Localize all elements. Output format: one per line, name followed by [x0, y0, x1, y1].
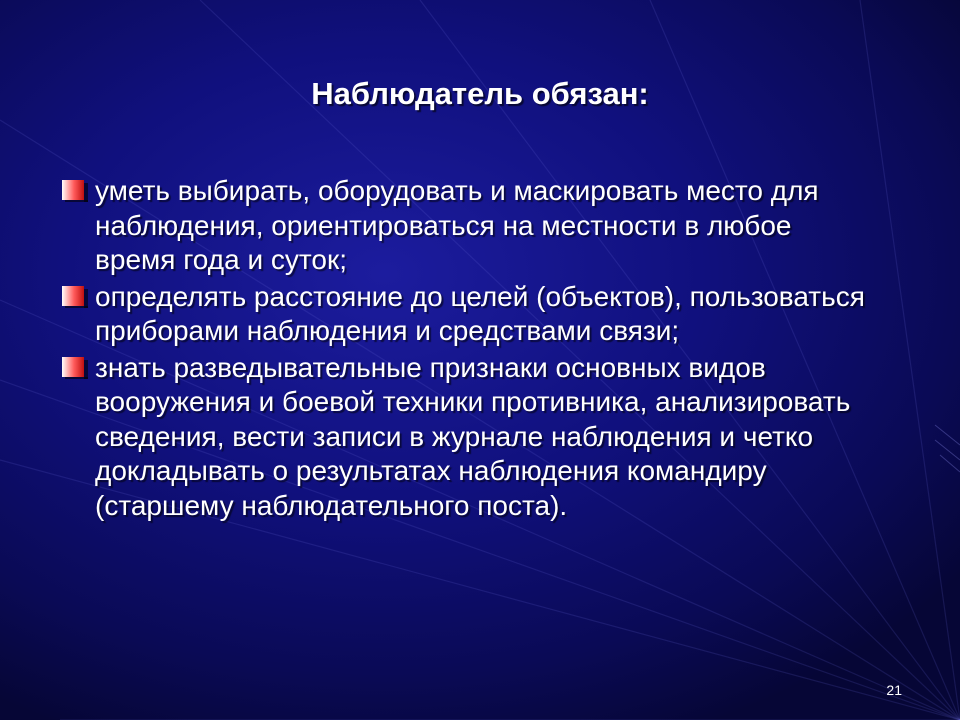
red-gradient-square-icon: [62, 286, 88, 308]
bullet-list: [0, 174, 865, 525]
bullet-text: уметь выбирать, оборудовать и маскировать место для наблюдения, ориентироваться на местности в любое время года и суток;: [95, 175, 819, 275]
list-item: [0, 174, 865, 278]
slide-title: Наблюдатель обязан:: [311, 76, 649, 111]
bullet-text: определять расстояние до целей (объектов), пользоваться приборами наблюдения и средствами связи;: [95, 280, 865, 346]
red-gradient-square-icon: [62, 180, 88, 202]
bullet-text: знать разведывательные признаки основных видов вооружения и боевой техники противника, анализировать сведения, вести записи в журнале наблюдения и четко докладывать о результатах наблюдения командиру (старшему наблюдательного поста).: [95, 351, 851, 521]
page-number: 21: [886, 682, 902, 698]
list-item: [0, 351, 865, 524]
red-gradient-square-icon: [62, 357, 88, 379]
list-item: [0, 280, 865, 349]
